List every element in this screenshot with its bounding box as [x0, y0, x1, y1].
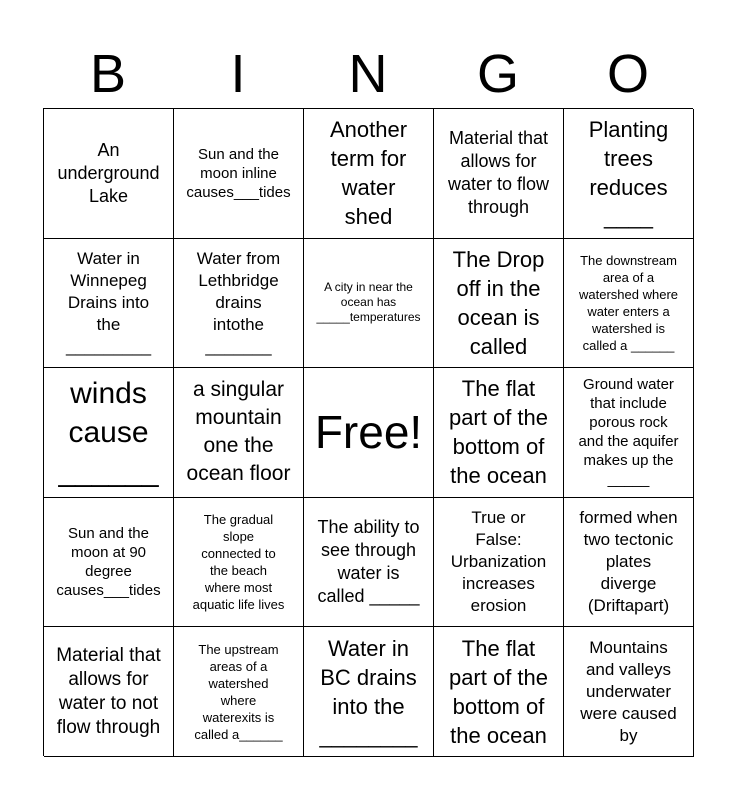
- bingo-cell[interactable]: The gradual slope connected to the beach where most aquatic life lives: [174, 498, 304, 628]
- bingo-cell[interactable]: Planting trees reduces ____: [564, 109, 694, 239]
- bingo-cell[interactable]: A city in near the ocean has _____temperatures: [304, 239, 434, 369]
- bingo-cell[interactable]: The flat part of the bottom of the ocean: [434, 627, 564, 757]
- bingo-cell[interactable]: The ability to see through water is called _____: [304, 498, 434, 628]
- bingo-cell[interactable]: Mountains and valleys underwater were caused by: [564, 627, 694, 757]
- bingo-cell[interactable]: The upstream areas of a watershed where waterexits is called a______: [174, 627, 304, 757]
- header-letter-g: G: [476, 44, 519, 104]
- bingo-cell[interactable]: The Drop off in the ocean is called: [434, 239, 564, 369]
- bingo-cell[interactable]: An underground Lake: [44, 109, 174, 239]
- bingo-cell[interactable]: Material that allows for water to not flow through: [44, 627, 174, 757]
- bingo-cell[interactable]: Sun and the moon at 90 degree causes___tides: [44, 498, 174, 628]
- bingo-header: [43, 40, 693, 108]
- bingo-cell[interactable]: Water in BC drains into the ________: [304, 627, 434, 757]
- bingo-cell[interactable]: Material that allows for water to flow through: [434, 109, 564, 239]
- bingo-cell[interactable]: Another term for water shed: [304, 109, 434, 239]
- bingo-cell[interactable]: a singular mountain one the ocean floor: [174, 368, 304, 498]
- bingo-cell[interactable]: formed when two tectonic plates diverge (Driftapart): [564, 498, 694, 628]
- header-letter-b: B: [89, 44, 127, 104]
- bingo-cell[interactable]: Water from Lethbridge drains intothe _______: [174, 239, 304, 369]
- bingo-cell[interactable]: Water in Winnepeg Drains into the _________: [44, 239, 174, 369]
- free-cell[interactable]: Free!: [304, 368, 434, 498]
- bingo-cell[interactable]: True or False: Urbanization increases erosion: [434, 498, 564, 628]
- header-letter-o: O: [606, 44, 649, 104]
- header-letter-n: N: [348, 44, 388, 104]
- bingo-cell[interactable]: Ground water that include porous rock and the aquifer makes up the _____: [564, 368, 694, 498]
- bingo-cell[interactable]: The flat part of the bottom of the ocean: [434, 368, 564, 498]
- header-letter-i: I: [230, 44, 246, 104]
- bingo-cell[interactable]: Sun and the moon inline causes___tides: [174, 109, 304, 239]
- bingo-cell[interactable]: winds cause ______: [44, 368, 174, 498]
- bingo-grid: [43, 108, 693, 756]
- bingo-cell[interactable]: The downstream area of a watershed where water enters a watershed is called a ______: [564, 239, 694, 369]
